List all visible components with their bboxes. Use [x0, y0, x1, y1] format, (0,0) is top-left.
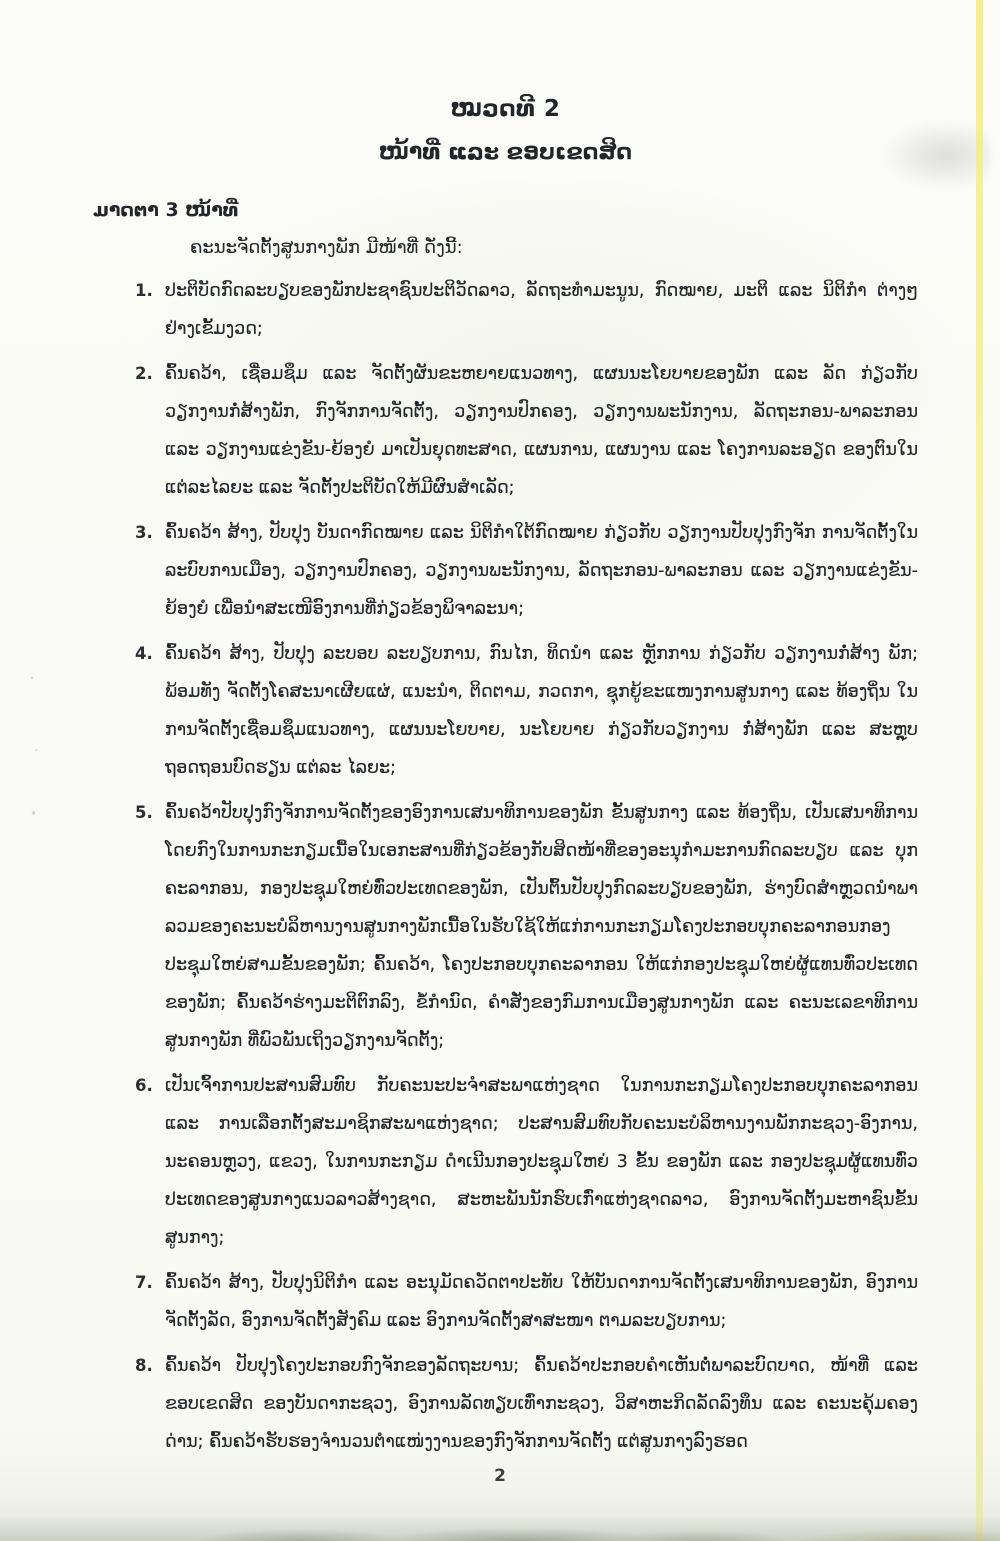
document-page-content	[93, 96, 918, 1468]
list-item-number: 4.	[135, 644, 153, 663]
list-item-text: ຄົ້ນຄວ້າ ສ້າງ, ປັບປຸງນິຕິກຳ ແລະ ອະນຸມັດຄວັດຕາປະທັບ ໃຫ້ບັນດາການຈັດຕັ້ງເສນາທິການຂອງພັກ, ອົງການຈັດຕັ້ງລັດ, ອົງການຈັດຕັ້ງສັງຄົມ ແລະ ອົງການຈັດຕັ້ງສາສະໜາ ຕາມລະບຽບການ;	[165, 1273, 918, 1331]
list-item-number: 8.	[135, 1356, 153, 1375]
list-item-text: ຄົ້ນຄວ້າ ສ້າງ, ປັບປຸງ ລະບອບ ລະບຽບການ, ກົນໄກ, ທິດນຳ ແລະ ຫຼັກການ ກ່ຽວກັບ ວຽກງານກໍ່ສ້າງ ພັກ; ພ້ອມທັງ ຈັດຕັ້ງໂຄສະນາເຜີຍແຜ່, ແນະນຳ, ຕິດຕາມ, ກວດກາ, ຊຸກຍູ້ຂະແໜງການສູນກາງ ແລະ ທ້ອງຖິ່ນ ໃນການຈັດຕັ້ງເຊື່ອມຊຶມແນວທາງ, ແຜນນະໂຍບາຍ, ນະໂຍບາຍ ກ່ຽວກັບວຽກງານ ກໍ່ສ້າງພັກ ແລະ ສະຫຼຸບຖອດຖອນບົດຮຽນ ແຕ່ລະ ໄລຍະ;	[165, 644, 918, 778]
list-item	[135, 1067, 918, 1257]
list-item-number: 1.	[135, 281, 153, 300]
scan-edge-stripe	[976, 0, 983, 1541]
list-item	[135, 794, 918, 1060]
list-item-number: 7.	[135, 1273, 153, 1292]
chapter-subheading: ໜ້າທີ່ ແລະ ຂອບເຂດສິດ	[378, 140, 633, 165]
list-item-number: 6.	[135, 1076, 153, 1095]
article-heading: ມາດຕາ 3 ໜ້າທີ່	[93, 199, 239, 221]
list-item	[135, 272, 918, 348]
list-item-text: ຄົ້ນຄວ້າປັບປຸງກົງຈັກການຈັດຕັ້ງຂອງອົງການເສນາທິການຂອງພັກ ຂັ້ນສູນກາງ ແລະ ທ້ອງຖິ່ນ, ເປັນເສນາທິການໂດຍກົງໃນການກະກຽມເນື້ອໃນເອກະສານທີ່ກ່ຽວຂ້ອງກັບສິດໜ້າທີ່ຂອງອະນຸກຳມະການກົດລະບຽບ ແລະ ບຸກຄະລາກອນ, ກອງປະຊຸມໃຫຍ່ທົ່ວປະເທດຂອງພັກ, ເປັນຕົ້ນປັບປຸງກົດລະບຽບຂອງພັກ, ຮ່າງບົດສຳຫຼວດນຳພາລວມຂອງຄະນະບໍລິຫານງານສູນກາງພັກເນື້ອໃນຮັບໃຊ້ໃຫ້ແກ່ການກະກຽມໂຄງປະກອບບຸກຄະລາກອນກອງປະຊຸມໃຫຍ່ສາມຂັ້ນຂອງພັກ; ຄົ້ນຄວ້າ, ໂຄງປະກອບບຸກຄະລາກອນ ໃຫ້ແກ່ກອງປະຊຸມໃຫຍ່ຜູ້ແທນທົ່ວປະເທດຂອງພັກ; ຄົ້ນຄວ້າຮ່າງມະຕິຕົກລົງ, ຂໍ້ກຳນົດ, ຄຳສັ່ງຂອງກົມການເມືອງສູນກາງພັກ ແລະ ຄະນະເລຂາທິການສູນກາງພັກ ທີ່ພົວພັນເຖິງວຽກງານຈັດຕັ້ງ;	[165, 803, 918, 1051]
chapter-heading: ໝວດທີ 2	[450, 96, 561, 122]
list-item	[135, 1264, 918, 1340]
article-intro: ຄະນະຈັດຕັ້ງສູນກາງພັກ ມີໜ້າທີ່ ດັ່ງນີ້:	[190, 237, 463, 258]
list-item-text: ຄົ້ນຄວ້າ ສ້າງ, ປັບປຸງ ບັນດາກົດໝາຍ ແລະ ນິຕິກຳໃຕ້ກົດໝາຍ ກ່ຽວກັບ ວຽກງານປັບປຸງກົງຈັກ ການຈັດຕັ້ງໃນລະບົບການເມືອງ, ວຽກງານປົກຄອງ, ວຽກງານພະນັກງານ, ລັດຖະກອນ-ພາລະກອນ ແລະ ວຽກງານແຂ່ງຂັນ-ຍ້ອງຍໍ ເພື່ອນຳສະເໜີອົງການທີ່ກ່ຽວຂ້ອງພິຈາລະນາ;	[165, 523, 918, 619]
list-item-text: ຄົ້ນຄວ້າ, ເຊື່ອມຊຶມ ແລະ ຈັດຕັ້ງຜັນຂະຫຍາຍແນວທາງ, ແຜນນະໂຍບາຍຂອງພັກ ແລະ ລັດ ກ່ຽວກັບ ວຽກງານກໍ່ສ້າງພັກ, ກົງຈັກການຈັດຕັ້ງ, ວຽກງານປົກຄອງ, ວຽກງານພະນັກງານ, ລັດຖະກອນ-ພາລະກອນ ແລະ ວຽກງານແຂ່ງຂັນ-ຍ້ອງຍໍ ມາເປັນຍຸດທະສາດ, ແຜນການ, ແຜນງານ ແລະ ໂຄງການລະອຽດ ຂອງຕົນໃນແຕ່ລະໄລຍະ ແລະ ຈັດຕັ້ງປະຕິບັດໃຫ້ມີຜົນສຳເລັດ;	[165, 364, 918, 498]
list-item	[135, 355, 918, 507]
list-item	[135, 635, 918, 787]
page-number: 2	[494, 1466, 506, 1486]
list-item-number: 3.	[135, 523, 153, 542]
list-item-text: ປະຕິບັດກົດລະບຽບຂອງພັກປະຊາຊົນປະຕິວັດລາວ, ລັດຖະທຳມະນູນ, ກົດໝາຍ, ມະຕິ ແລະ ນິຕິກຳ ຕ່າງໆ ຢ່າງເຂັ້ມງວດ;	[165, 281, 918, 339]
scan-bottom-shadow	[0, 1515, 1000, 1541]
list-item-text: ເປັນເຈົ້າການປະສານສົມທົບ ກັບຄະນະປະຈຳສະພາແຫ່ງຊາດ ໃນການກະກຽມໂຄງປະກອບບຸກຄະລາກອນ ແລະ ການເລືອກຕັ້ງສະມາຊິກສະພາແຫ່ງຊາດ; ປະສານສົມທົບກັບຄະນະບໍລິຫານງານພັກກະຊວງ-ອົງການ, ນະຄອນຫຼວງ, ແຂວງ, ໃນການກະກຽມ ດຳເນີນກອງປະຊຸມໃຫຍ່ 3 ຂັ້ນ ຂອງພັກ ແລະ ກອງປະຊຸມຜູ້ແທນທົ່ວປະເທດຂອງສູນກາງແນວລາວສ້າງຊາດ, ສະຫະພັນນັກຮົບເກົ່າແຫ່ງຊາດລາວ, ອົງການຈັດຕັ້ງມະຫາຊົນຂັ້ນສູນກາງ;	[165, 1076, 918, 1248]
list-item-number: 2.	[135, 364, 153, 383]
list-item-number: 5.	[135, 803, 153, 822]
scan-speckle-marks	[20, 660, 50, 840]
duty-list	[93, 272, 918, 1461]
chapter-heading-block	[93, 96, 918, 165]
list-item-text: ຄົ້ນຄວ້າ ປັບປຸງໂຄງປະກອບກົງຈັກຂອງລັດຖະບານ; ຄົ້ນຄວ້າປະກອບຄຳເຫັນຕໍ່ພາລະບົດບາດ, ໜ້າທີ່ ແລະ ຂອບເຂດສິດ ຂອງບັນດາກະຊວງ, ອົງການລັດທຽບເທົ່າກະຊວງ, ວິສາຫະກິດລັດລົງທຶນ ແລະ ຄະນະຄຸ້ມຄອງດ່ານ; ຄົ້ນຄວ້າຮັບຮອງຈຳນວນຕຳແໜ່ງງານຂອງກົງຈັກການຈັດຕັ້ງ ແຕ່ສູນກາງລົງຮອດ	[165, 1356, 918, 1452]
list-item	[135, 1347, 918, 1461]
list-item	[135, 514, 918, 628]
